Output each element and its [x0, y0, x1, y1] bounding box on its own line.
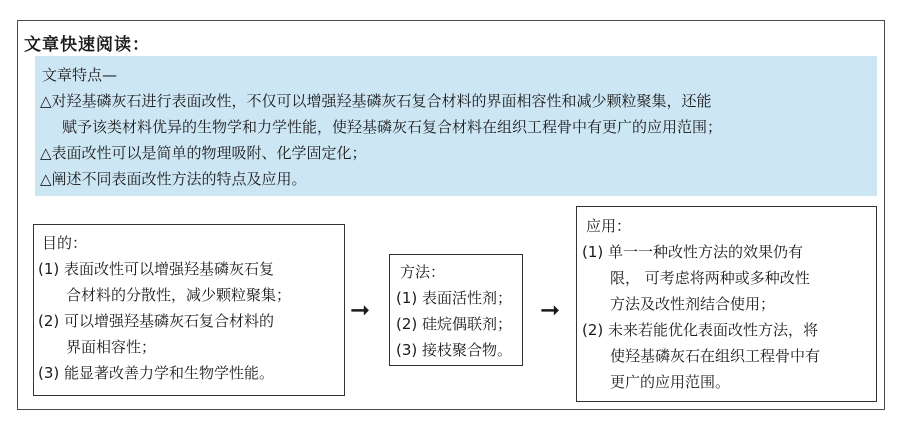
right-arrow-icon: ➞ [350, 296, 371, 324]
page-title: 文章快速阅读： [24, 35, 150, 55]
features-heading: 文章特点— [42, 66, 118, 84]
method-item: (3) 接枝聚合物。 [396, 341, 513, 359]
application-box [576, 206, 877, 402]
purpose-item-continuation: 界面相容性； [66, 338, 157, 356]
application-item-continuation: 更广的应用范围。 [610, 373, 731, 391]
features-panel [35, 56, 877, 196]
method-box [389, 254, 523, 366]
application-item-continuation: 方法及改性剂结合使用； [610, 295, 776, 313]
application-item: (1) 单一一种改性方法的效果仍有 [582, 243, 804, 261]
feature-item: △阐述不同表面改性方法的特点及应用。 [40, 170, 307, 188]
method-item: (1) 表面活性剂； [396, 289, 513, 307]
application-item-continuation: 限， 可考虑将两种或多种改性 [610, 269, 810, 287]
application-item: (2) 未来若能优化表面改性方法，将 [582, 321, 819, 339]
application-heading: 应用： [586, 217, 632, 235]
purpose-heading: 目的： [42, 234, 88, 252]
purpose-box [33, 224, 345, 396]
method-heading: 方法： [400, 263, 446, 281]
feature-item: △对羟基磷灰石进行表面改性，不仅可以增强羟基磷灰石复合材料的界面相容性和减少颗粒聚集，还能 [40, 92, 712, 110]
method-item: (2) 硅烷偶联剂； [396, 315, 513, 333]
purpose-item: (2) 可以增强羟基磷灰石复合材料的 [38, 312, 275, 330]
purpose-item: (3) 能显著改善力学和生物学性能。 [38, 364, 275, 382]
right-arrow-icon: ➞ [540, 296, 561, 324]
purpose-item-continuation: 合材料的分散性，减少颗粒聚集； [66, 286, 292, 304]
feature-item: △表面改性可以是简单的物理吸附、化学固定化； [40, 144, 367, 162]
application-item-continuation: 使羟基磷灰石在组织工程骨中有 [610, 347, 821, 365]
purpose-item: (1) 表面改性可以增强羟基磷灰石复 [38, 260, 275, 278]
feature-item-continuation: 赋予该类材料优异的生物学和力学性能，使羟基磷灰石复合材料在组织工程骨中有更广的应用范围； [62, 118, 723, 136]
